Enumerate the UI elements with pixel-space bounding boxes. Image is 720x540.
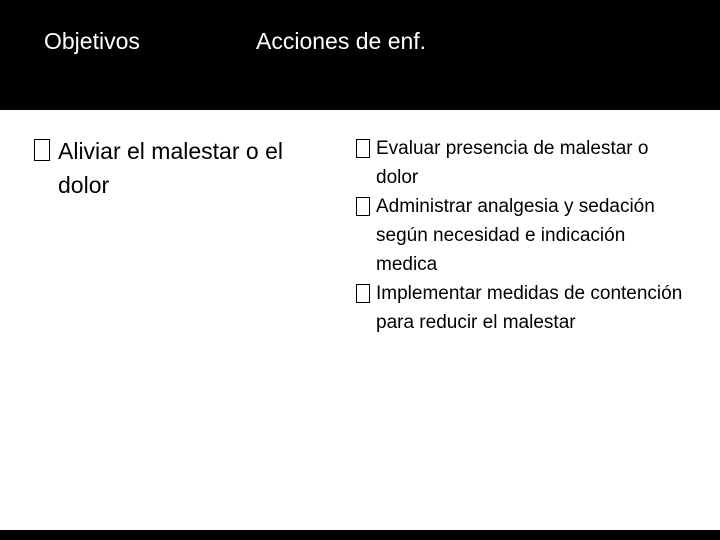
action-item xyxy=(356,279,686,337)
action-text: Implementar medidas de contención para reducir el malestar xyxy=(376,283,683,333)
slide-content xyxy=(0,110,720,530)
missing-glyph-box-icon xyxy=(34,139,50,161)
missing-glyph-box-icon xyxy=(356,139,370,158)
action-text: Administrar analgesia y sedación según necesidad e indicación medica xyxy=(376,196,655,275)
objectives-title: Objetivos xyxy=(44,28,140,54)
missing-glyph-box-icon xyxy=(356,284,370,303)
missing-glyph-box-icon xyxy=(356,197,370,216)
actions-title: Acciones de enf. xyxy=(256,28,427,54)
slide-header xyxy=(0,0,720,110)
action-text: Evaluar presencia de malestar o dolor xyxy=(376,138,649,188)
action-item xyxy=(356,192,686,279)
action-item xyxy=(356,134,686,192)
objective-item xyxy=(34,134,314,202)
actions-list xyxy=(356,134,686,337)
objective-text: Aliviar el malestar o el dolor xyxy=(58,138,283,198)
